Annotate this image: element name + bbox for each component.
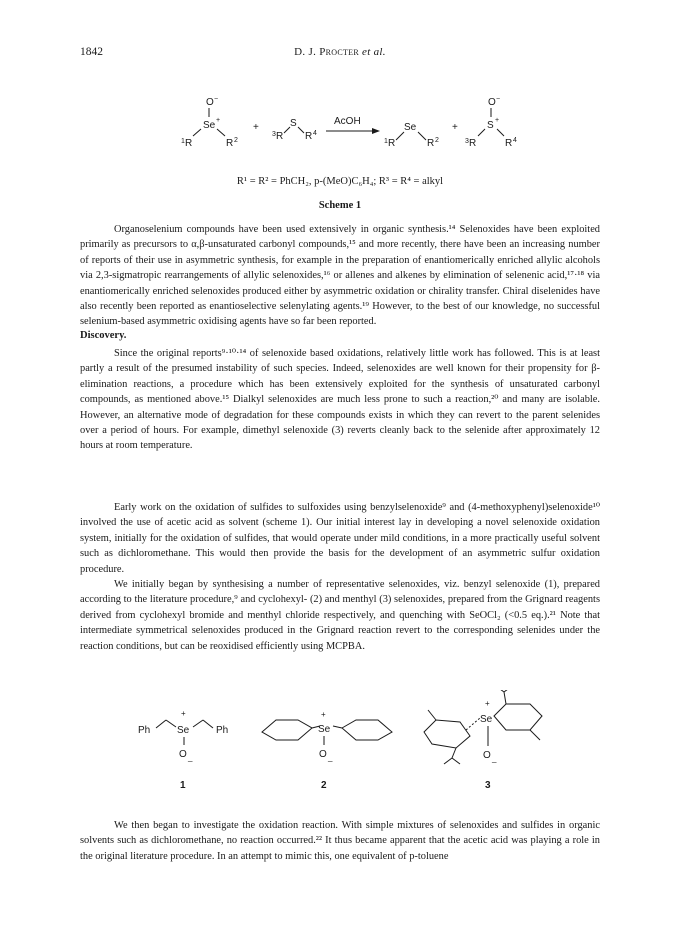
svg-text:3: 3 bbox=[272, 131, 276, 138]
svg-text:2: 2 bbox=[234, 137, 238, 144]
svg-text:4: 4 bbox=[513, 137, 517, 144]
compound-2 bbox=[262, 710, 392, 791]
svg-text:O: O bbox=[483, 750, 491, 761]
svg-text:1: 1 bbox=[384, 138, 388, 145]
svg-text:+: + bbox=[495, 117, 500, 124]
svg-text:+: + bbox=[253, 122, 259, 133]
discovery-paragraph-2: Early work on the oxidation of sulfides to sulfoxides using benzylselenoxide⁹ and (4-methoxyphenyl)selenoxide¹⁰ involved the use of acetic acid as solvent (scheme 1). Our initial interest lay in developing a novel selenoxide oxidation system, initially for the oxidation of sulfides, that would operate under mild conditions, in a more practically useful solvent such as dichloromethane. This would then provide the basis for the development of an asymmetric sulfur oxidation procedure. bbox=[80, 502, 600, 575]
selenium-atom: Se bbox=[177, 725, 190, 736]
svg-text:R: R bbox=[276, 131, 284, 142]
compound-label-2: 2 bbox=[321, 780, 327, 791]
svg-text:+: + bbox=[452, 122, 458, 133]
svg-text:−: − bbox=[496, 96, 501, 103]
phenyl-left: Ph bbox=[138, 725, 151, 736]
scheme-caption: Scheme 1 bbox=[318, 200, 362, 211]
svg-text:Se: Se bbox=[480, 714, 493, 725]
svg-text:_: _ bbox=[492, 754, 497, 763]
section-heading: Discovery. bbox=[80, 330, 127, 341]
svg-text:+: + bbox=[181, 709, 186, 718]
phenyl-right: Ph bbox=[216, 725, 229, 736]
svg-text:R: R bbox=[388, 138, 396, 149]
svg-text:R: R bbox=[505, 138, 513, 149]
author-suffix: et al. bbox=[362, 46, 386, 58]
svg-text:Se: Se bbox=[203, 120, 216, 131]
author-name: Procter bbox=[319, 46, 359, 58]
svg-text:S: S bbox=[487, 120, 494, 131]
svg-text:R: R bbox=[305, 131, 313, 142]
svg-text:Se: Se bbox=[318, 724, 331, 735]
svg-text:1: 1 bbox=[181, 138, 185, 145]
compound-label-1: 1 bbox=[180, 780, 186, 791]
svg-text:3: 3 bbox=[465, 138, 469, 145]
oxygen-atom: O bbox=[179, 749, 187, 760]
scheme-1-reaction bbox=[0, 96, 680, 156]
svg-text:R: R bbox=[226, 138, 234, 149]
svg-text:Se: Se bbox=[404, 122, 417, 133]
selenoxide-structures bbox=[0, 690, 680, 810]
page-number: 1842 bbox=[80, 46, 103, 58]
svg-text:O: O bbox=[206, 97, 214, 108]
svg-text:+: + bbox=[485, 699, 490, 708]
scheme-conditions: R¹ = R² = PhCH₂, p-(MeO)C₆H₄; R³ = R⁴ = alkyl bbox=[236, 176, 444, 187]
discovery-paragraph-3: We initially began by synthesising a number of representative selenoxides, viz. benzyl selenoxide (1), prepared according to the literature procedure,⁹ and cyclohexyl- (2) and menthyl (3) selenoxides, prepared from the Grignard reagents derived from cyclohexyl bromide and menthyl chloride respectively, and quenching with SeOCl₂ (<0.5 eq.).²¹ Note that intermediate symmetrical selenoxides produced in the Grignard reaction revert to the corresponding selenides under the reaction conditions, but can be reoxidised efficiently using MCPBA. bbox=[80, 579, 600, 652]
svg-text:S: S bbox=[290, 118, 297, 129]
compound-1 bbox=[138, 709, 228, 791]
compound-label-3: 3 bbox=[485, 780, 491, 791]
discovery-paragraph-1: Since the original reports⁹·¹⁰·¹⁴ of selenoxide based oxidations, relatively little work has followed. This is at least partly a result of the presumed instability of such species. Indeed, selenoxides are well known for their propensity for β-elimination reactions, a procedure which has been extensively exploited for the synthesis of unsaturated carbonyl compounds, as mentioned above.¹⁵ Dialkyl selenoxides are much less prone to such a reaction,²⁰ and many are isolable. However, an alternative mode of degradation for these compounds exists in which they can revert to the parent selenides over a period of hours. For example, dimethyl selenoxide (3) reverts cleanly back to the selenide after approximately 12 hours at room temperature. bbox=[80, 348, 600, 452]
svg-text:+: + bbox=[216, 117, 221, 124]
svg-text:2: 2 bbox=[435, 137, 439, 144]
svg-text:_: _ bbox=[188, 753, 193, 762]
intro-paragraph: Organoselenium compounds have been used extensively in organic synthesis.¹⁴ Selenoxides have been exploited primarily as precursors to α,β-unsaturated carbonyl compounds,¹⁵ and more recently, there have been an increasing number of reports of their use in asymmetric synthesis, for example in the preparation of enantiomerically enriched allylic alcohols via 2,3-sigmatropic rearrangements of allylic selenoxides,¹⁶ or allenes and alkenes by elimination of selenenic acid,¹⁷·¹⁸ via enantiomerically enriched selenoxides produced either by asymmetric oxidation or chirality transfer. Chiral diselenides have also recently been reported as enantioselective selenylating agents.¹⁹ However, to the best of our knowledge, no successful selenium-based asymmetric oxidising agents have so far been reported. bbox=[80, 224, 600, 328]
svg-text:−: − bbox=[214, 96, 219, 103]
arrow-reagent: AcOH bbox=[334, 116, 361, 127]
svg-text:R: R bbox=[185, 138, 193, 149]
svg-text:4: 4 bbox=[313, 130, 317, 137]
author-prefix: D. J. bbox=[294, 46, 320, 58]
svg-text:_: _ bbox=[328, 753, 333, 762]
closing-paragraph: We then began to investigate the oxidation reaction. With simple mixtures of selenoxides and sulfides in organic solvents such as dichloromethane, no reaction occurred.²² It thus became apparent that the acetic acid was playing a role in the original literature procedure. In an attempt to mimic this, one equivalent of p-toluene bbox=[80, 820, 600, 862]
running-author bbox=[0, 46, 680, 58]
svg-text:O: O bbox=[488, 97, 496, 108]
compound-3 bbox=[424, 690, 542, 791]
svg-text:R: R bbox=[427, 138, 435, 149]
svg-text:R: R bbox=[469, 138, 477, 149]
svg-text:O: O bbox=[319, 749, 327, 760]
svg-text:+: + bbox=[321, 710, 326, 719]
